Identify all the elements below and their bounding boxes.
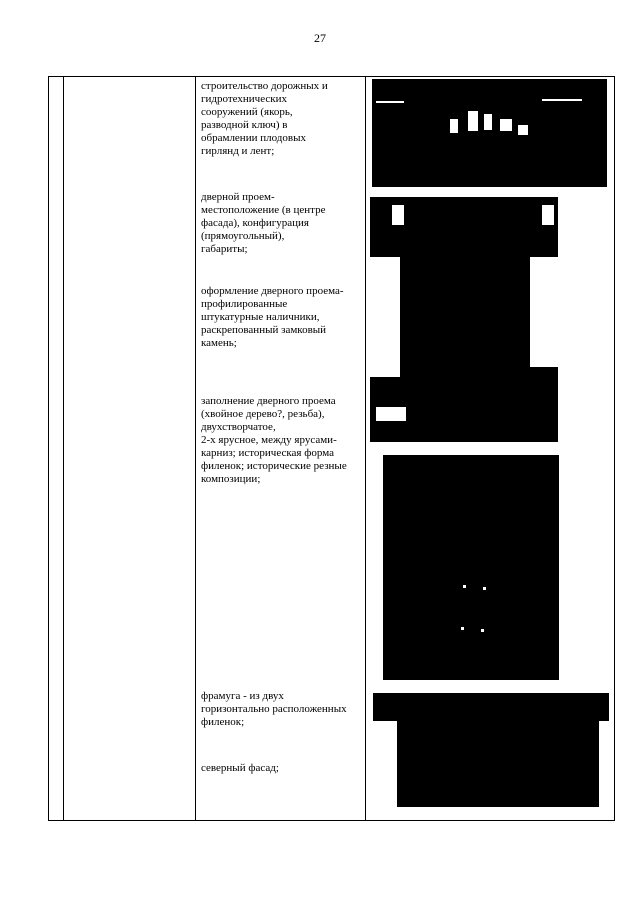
description-text: северный фасад; xyxy=(201,762,279,774)
photo-door-leaves xyxy=(383,455,559,680)
photo-relief xyxy=(372,79,607,187)
description-text: оформление дверного проема- профилированные штукатурные наличники, раскрепованный замковый камень; xyxy=(201,285,344,349)
description-text: дверной проем- местоположение (в центре фасада), конфигурация (прямоугольный), габариты; xyxy=(201,191,326,255)
page-number: 27 xyxy=(314,31,326,45)
description-text: строительство дорожных и гидротехнических сооружений (якорь, разводной ключ) в обрамлении плодовых гирлянд и лент; xyxy=(201,80,328,157)
column-divider xyxy=(365,77,366,820)
photo-transom xyxy=(373,693,609,807)
photo-doorway xyxy=(370,197,558,442)
column-divider xyxy=(63,77,64,820)
description-text: заполнение дверного проема (хвойное дерево?, резьба), двухстворчатое, 2-х ярусное, между ярусами- карниз; историческая форма филенок; исторические резные композиции; xyxy=(201,395,347,485)
description-text: фрамуга - из двух горизонтально расположенных филенок; xyxy=(201,690,347,728)
column-divider xyxy=(195,77,196,820)
